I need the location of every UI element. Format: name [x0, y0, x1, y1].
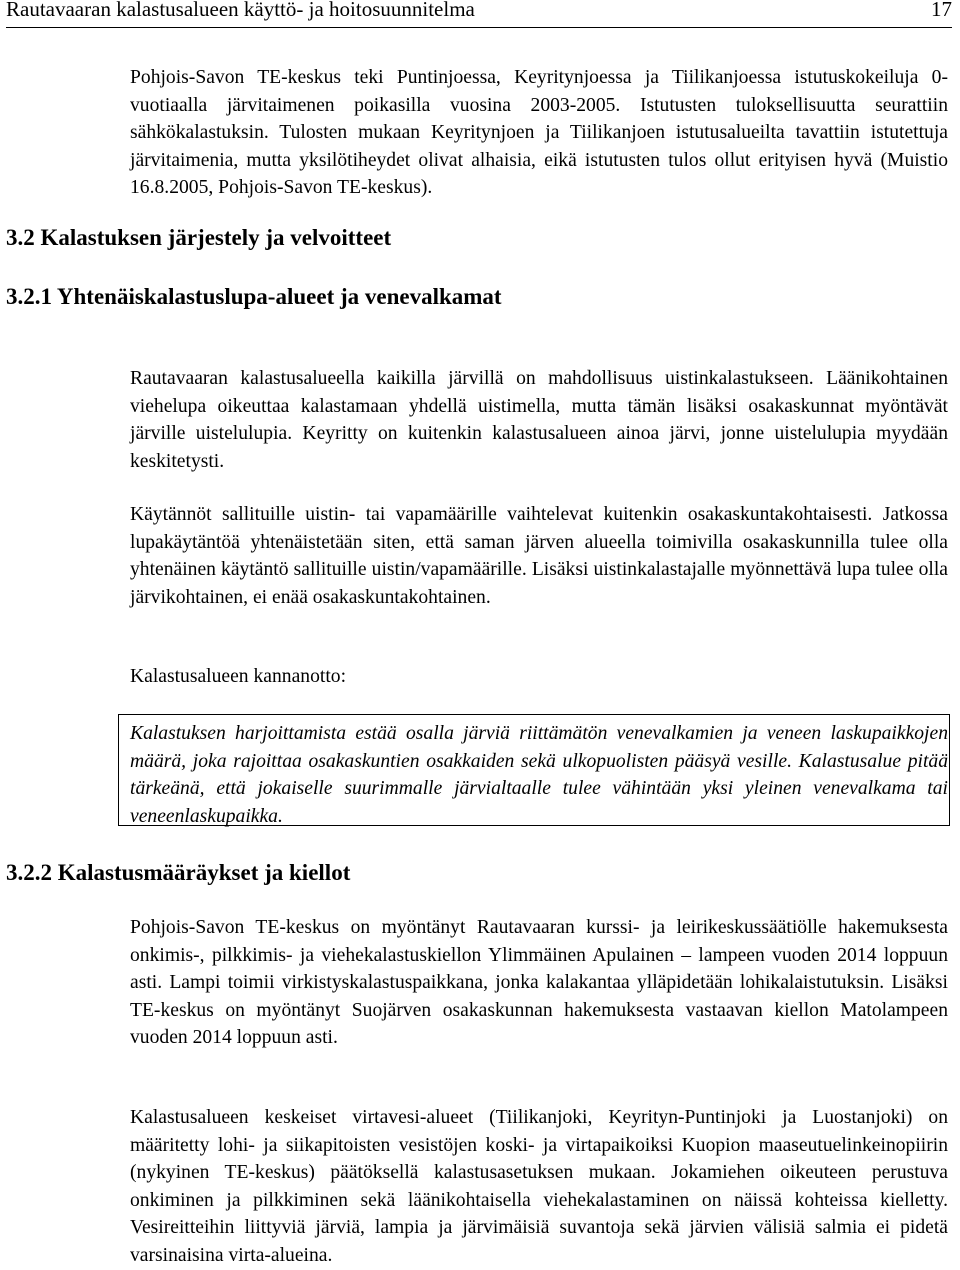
section-3-2-heading: 3.2 Kalastuksen järjestely ja velvoitteet: [6, 225, 392, 250]
statement-box: [118, 714, 950, 826]
lure-fishing-paragraph: Rautavaaran kalastusalueella kaikilla järvillä on mahdollisuus uistinkalastukseen. Läänikohtainen viehelupa oikeuttaa kalastamaan yhdellä uistimella, mutta tämän lisäksi osakaskunnat myöntävät järville uistelulupia. Keyritty on kuitenkin kalastusalueen ainoa järvi, jonne uistelulupia myydään keskitetysti.: [130, 368, 948, 472]
rapids-paragraph: Kalastusalueen keskeiset virtavesi-alueet (Tiilikanjoki, Keyrityn-Puntinjoki ja Luostanjoki) on määritetty lohi- ja siikapitoisten vesistöjen koski- ja virtapaikoiksi Kuopion maaseutuelinkeinopiirin (nykyinen TE-keskus) päätöksellä kalastusasetuksen mukaan. Jokamiehen oikeuteen perustuva onkiminen ja pilkkiminen sekä läänikohtaisella viehekalastaminen on näissä kohteissa kielletty. Vesireitteihin liittyviä järviä, lampia ja järvimäisiä suvantoja sekä järvien välisiä salmia ei pidetä varsinaisina virta-alueina.: [130, 1107, 948, 1266]
section-3-2-1-heading: 3.2.1 Yhtenäiskalastuslupa-alueet ja venevalkamat: [6, 284, 502, 309]
fishing-ban-paragraph: Pohjois-Savon TE-keskus on myöntänyt Rautavaaran kurssi- ja leirikeskussäätiölle hakemuksesta onkimis-, pilkkimis- ja viehekalastuskiellon Ylimmäinen Apulainen – lampeen vuoden 2014 loppuun asti. Lampi toimii virkistyskalastuspaikkana, jonka kalakantaa ylläpidetään lohikalaistutuksin. Lisäksi TE-keskus on myöntänyt Suojärven osakaskunnan hakemuksesta vastaavan kiellon Matolampeen vuoden 2014 loppuun asti.: [130, 917, 948, 1049]
permit-practice-paragraph: Käytännöt sallituille uistin- tai vapamäärille vaihtelevat kuitenkin osakaskuntakohtaisesti. Jatkossa lupakäytäntöä yhtenäistetään siten, että saman järven alueella toimivilla osakaskunnilla tulee olla yhtenäinen käytäntö sallituille uistin/vapamäärille. Lisäksi uistinkalastajalle myönnettävä lupa tulee olla järvikohtainen, ei enää osakaskuntakohtainen.: [130, 504, 948, 608]
statement-label: Kalastusalueen kannanotto:: [130, 666, 347, 687]
document-title: Rautavaaran kalastusalueen käyttö- ja hoitosuunnitelma: [6, 0, 475, 21]
section-3-2-2-heading: 3.2.2 Kalastusmääräykset ja kiellot: [6, 860, 351, 885]
intro-paragraph: Pohjois-Savon TE-keskus teki Puntinjoessa, Keyritynjoessa ja Tiilikanjoessa istutuskokeiluja 0-vuotiaalla järvitaimenen poikasilla vuosina 2003-2005. Istutusten tuloksellisuutta seurattiin sähkökalastuksin. Tulosten mukaan Keyritynjoen ja Tiilikanjoen istutusalueilta tavattiin istutettuja järvitaimenia, mutta yksilötiheydet olivat alhaisia, eikä istutusten tulos ollut erityisen hyvä (Muistio 16.8.2005, Pohjois-Savon TE-keskus).: [130, 67, 948, 199]
page-header: [6, 0, 952, 28]
statement-text: Kalastuksen harjoittamista estää osalla järviä riittämätön venevalkamien ja veneen laskupaikkojen määrä, joka rajoittaa osakaskuntien osakkaiden sekä ulkopuolisten pääsyä vesille. Kalastusalue pitää tärkeänä, että jokaiselle suurimmalle järvialtaalle tulee vähintään yksi yleinen venevalkama tai veneenlaskupaikka.: [130, 723, 948, 827]
page-number: 17: [931, 0, 952, 21]
